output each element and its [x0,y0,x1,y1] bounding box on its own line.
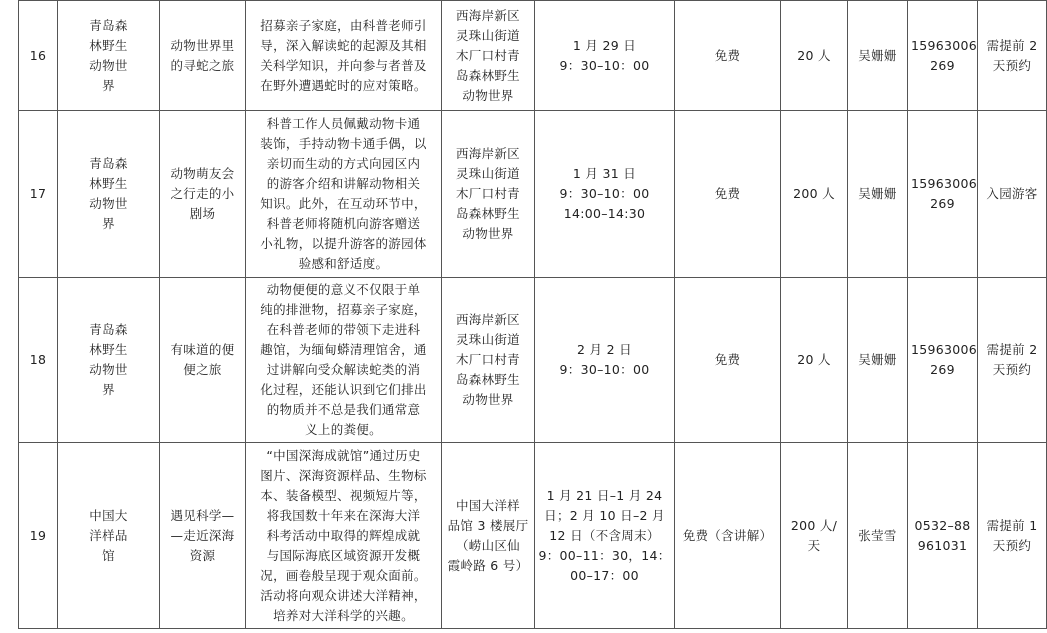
time-cell: 1 月 21 日–1 月 24 日；2 月 10 日–2 月 12 日（不含周末） 9：00–11：30，14： 00–17：00 [535,443,675,629]
fee-cell: 免费 [675,1,781,111]
address-cell: 西海岸新区 灵珠山街道 木厂口村青 岛森林野生 动物世界 [442,111,535,278]
address-cell: 西海岸新区 灵珠山街道 木厂口村青 岛森林野生 动物世界 [442,1,535,111]
note-cell: 需提前 2 天预约 [978,278,1047,443]
contact-cell: 吴姗姗 [848,278,908,443]
description-cell: “中国深海成就馆”通过历史 图片、深海资源样品、生物标 本、装备模型、视频短片等， 将我国数十年来在深海大洋 科考活动中取得的辉煌成就 与国际海底区域资源开发概 况，画卷般呈现于观众面前。 活动将向观众讲述大洋精神， 培养对大洋科学的兴趣。 [246,443,442,629]
row-number: 16 [19,1,58,111]
capacity-cell: 20 人 [781,278,848,443]
activity-name-cell: 有味道的便 便之旅 [160,278,246,443]
venue-cell: 青岛森 林野生 动物世 界 [58,111,160,278]
table-row [19,443,1047,629]
address-cell: 西海岸新区 灵珠山街道 木厂口村青 岛森林野生 动物世界 [442,278,535,443]
time-cell: 2 月 2 日 9：30–10：00 [535,278,675,443]
note-cell: 入园游客 [978,111,1047,278]
fee-cell: 免费（含讲解） [675,443,781,629]
contact-cell: 张莹雪 [848,443,908,629]
address-cell: 中国大洋样 品馆 3 楼展厅 （崂山区仙 霞岭路 6 号） [442,443,535,629]
events-table [18,0,1047,629]
capacity-cell: 200 人/ 天 [781,443,848,629]
venue-cell: 中国大 洋样品 馆 [58,443,160,629]
phone-cell: 15963006 269 [908,111,978,278]
contact-cell: 吴姗姗 [848,1,908,111]
note-cell: 需提前 2 天预约 [978,1,1047,111]
activity-name-cell: 遇见科学— —走近深海 资源 [160,443,246,629]
activity-name-cell: 动物萌友会 之行走的小 剧场 [160,111,246,278]
phone-cell: 15963006 269 [908,278,978,443]
contact-cell: 吴姗姗 [848,111,908,278]
row-number: 19 [19,443,58,629]
time-cell: 1 月 31 日 9：30–10：00 14:00–14:30 [535,111,675,278]
table-row [19,278,1047,443]
venue-cell: 青岛森 林野生 动物世 界 [58,1,160,111]
row-number: 18 [19,278,58,443]
venue-cell: 青岛森 林野生 动物世 界 [58,278,160,443]
activity-name-cell: 动物世界里 的寻蛇之旅 [160,1,246,111]
fee-cell: 免费 [675,278,781,443]
phone-cell: 0532–88 961031 [908,443,978,629]
capacity-cell: 20 人 [781,1,848,111]
capacity-cell: 200 人 [781,111,848,278]
note-cell: 需提前 1 天预约 [978,443,1047,629]
description-cell: 招募亲子家庭，由科普老师引 导，深入解读蛇的起源及其相 关科学知识，并向参与者普及 在野外遭遇蛇时的应对策略。 [246,1,442,111]
fee-cell: 免费 [675,111,781,278]
row-number: 17 [19,111,58,278]
table-row [19,1,1047,111]
time-cell: 1 月 29 日 9：30–10：00 [535,1,675,111]
table-row [19,111,1047,278]
description-cell: 科普工作人员佩戴动物卡通 装饰，手持动物卡通手偶，以 亲切而生动的方式向园区内 的游客介绍和讲解动物相关 知识。此外，在互动环节中， 科普老师将随机向游客赠送 小礼物，以提升游客的游园体 验感和舒适度。 [246,111,442,278]
description-cell: 动物便便的意义不仅限于单 纯的排泄物，招募亲子家庭， 在科普老师的带领下走进科 趣馆，为缅甸蟒清理馆舍，通 过讲解向受众解读蛇类的消 化过程，还能认识到它们排出 的物质并不总是我们通常意 义上的粪便。 [246,278,442,443]
phone-cell: 15963006 269 [908,1,978,111]
